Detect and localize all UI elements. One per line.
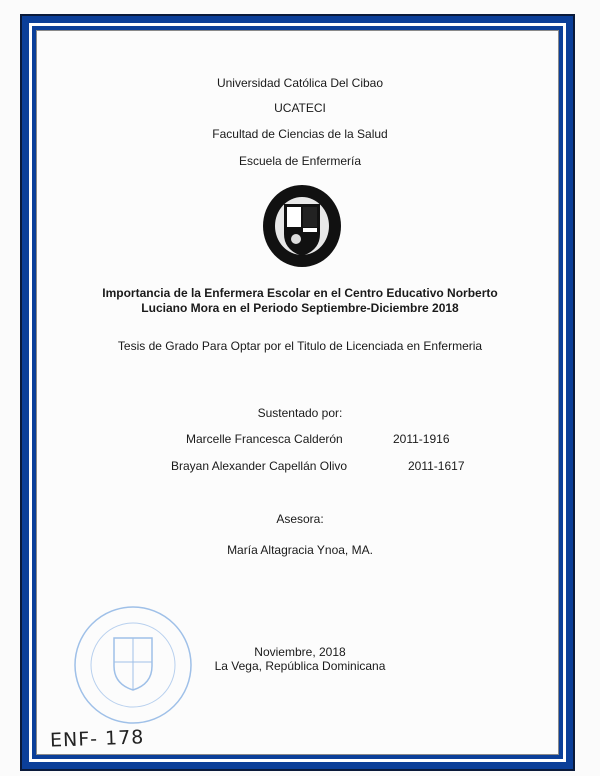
university-logo	[262, 184, 342, 268]
thesis-title-line2: Luciano Mora en el Periodo Septiembre-Diciembre 2018	[141, 301, 459, 315]
author-id: 2011-1916	[393, 432, 450, 446]
place: La Vega, República Dominicana	[214, 659, 386, 673]
university-name: Universidad Católica Del Cibao	[216, 76, 384, 90]
advisor-name: María Altagracia Ynoa, MA.	[227, 543, 373, 557]
authors-label: Sustentado por:	[257, 406, 343, 420]
university-acronym: UCATECI	[274, 101, 326, 115]
author-id: 2011-1617	[408, 459, 465, 473]
thesis-title-line1: Importancia de la Enfermera Escolar en el Centro Educativo Norberto	[102, 286, 498, 300]
author-name: Marcelle Francesca Calderón	[186, 432, 343, 446]
author-name: Brayan Alexander Capellán Olivo	[171, 459, 348, 473]
thesis-subtitle: Tesis de Grado Para Optar por el Titulo de Licenciada en Enfermeria	[117, 339, 483, 353]
school-name: Escuela de Enfermería	[238, 154, 362, 168]
faculty-name: Facultad de Ciencias de la Salud	[212, 127, 388, 141]
date: Noviembre, 2018	[254, 645, 346, 659]
handwritten-code: ENF- 178	[49, 726, 145, 752]
advisor-label: Asesora:	[276, 512, 324, 526]
